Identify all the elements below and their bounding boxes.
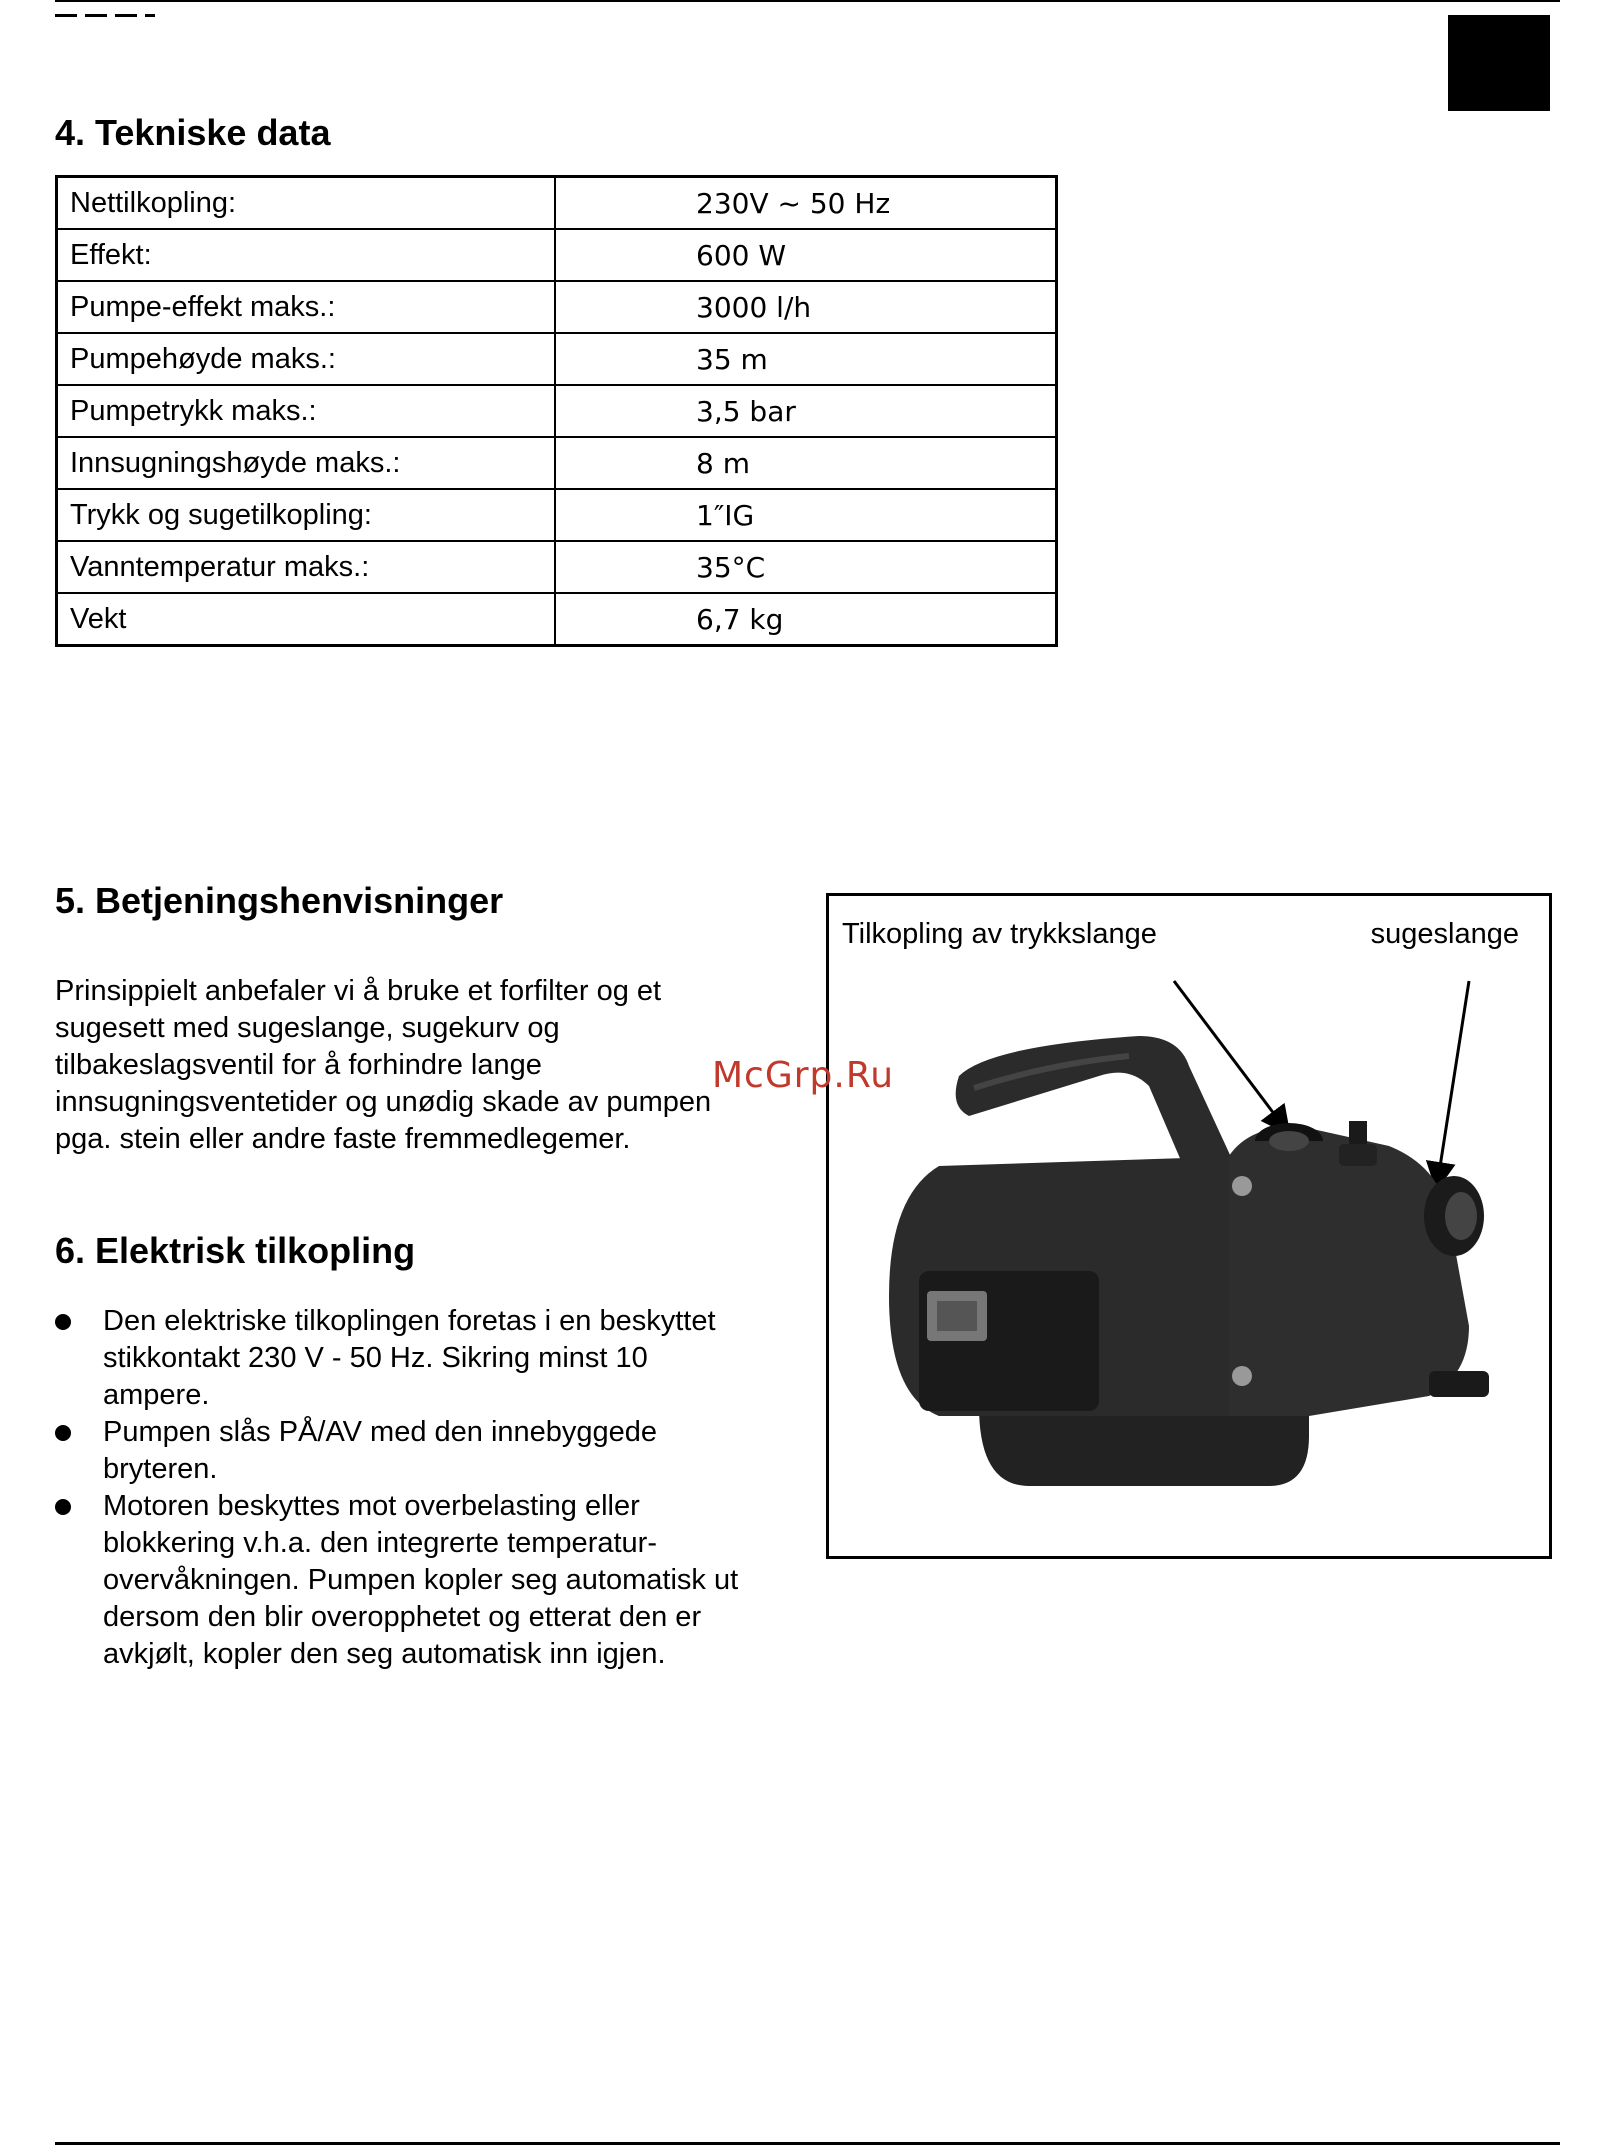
table-row [57,541,1057,593]
table-row [57,229,1057,281]
drain-plug [1429,1371,1489,1397]
bullet-icon [55,1314,71,1330]
section-6-heading: 6. Elektrisk tilkopling [55,1230,416,1271]
bullet-icon [55,1499,71,1515]
pressure-hose-label: Tilkopling av trykkslange [842,918,1157,950]
watermark-text: McGrp.Ru [712,1055,895,1096]
header-mark [55,14,155,17]
table-row [57,489,1057,541]
pump-figure [826,893,1552,1559]
spec-label: Nettilkopling: [57,177,556,230]
spec-label: Vekt [57,593,556,646]
spec-value: 3,5 bar [555,385,1057,437]
spec-label: Trykk og sugetilkopling: [57,489,556,541]
suction-hose-label: sugeslange [1370,918,1519,950]
top-rule [55,0,1560,2]
table-row [57,437,1057,489]
list-item-line: ampere. [103,1379,210,1411]
spec-label: Pumpetrykk maks.: [57,385,556,437]
operating-instructions-paragraph [55,973,775,1158]
bullet-icon [55,1425,71,1441]
spec-value: 1″IG [555,489,1057,541]
spec-value: 6,7 kg [555,593,1057,646]
list-item [55,1414,795,1488]
spec-label: Pumpe-effekt maks.: [57,281,556,333]
paragraph-line: Prinsippielt anbefaler vi å bruke et forfilter og et [55,975,662,1007]
paragraph-line: innsugningsventetider og unødig skade av pumpen [55,1086,712,1118]
spec-value: 35°C [555,541,1057,593]
paragraph-line: tilbakeslagsventil for å forhindre lange [55,1049,542,1081]
list-item-line: avkjølt, kopler den seg automatisk inn igjen. [103,1638,666,1670]
list-item [55,1303,795,1414]
spec-value: 230V ~ 50 Hz [555,177,1057,230]
spec-label: Effekt: [57,229,556,281]
table-row [57,593,1057,646]
suction-arrow [1437,981,1469,1186]
spec-value: 35 m [555,333,1057,385]
table-row [57,177,1057,230]
spec-label: Pumpehøyde maks.: [57,333,556,385]
list-item-line: blokkering v.h.a. den integrerte temperatur- [103,1527,657,1559]
spec-value: 8 m [555,437,1057,489]
list-item-line: dersom den blir overopphetet og etterat den er [103,1601,702,1633]
list-item-line: Pumpen slås PÅ/AV med den innebyggede [103,1416,658,1448]
bottom-rule [55,2142,1560,2145]
spec-label: Vanntemperatur maks.: [57,541,556,593]
list-item-line: stikkontakt 230 V - 50 Hz. Sikring minst 10 [103,1342,648,1374]
list-item-line: overvåkningen. Pumpen kopler seg automatisk ut [103,1564,739,1596]
list-item-line: Motoren beskyttes mot overbelasting eller [103,1490,640,1522]
paragraph-line: pga. stein eller andre faste fremmedlegemer. [55,1123,631,1155]
pump-illustration [829,896,1549,1556]
list-item-line: Den elektriske tilkoplingen foretas i en beskyttet [103,1305,716,1337]
language-tab-box [1448,15,1550,111]
spec-value: 3000 l/h [555,281,1057,333]
table-row [57,385,1057,437]
section-5-heading: 5. Betjeningshenvisninger [55,880,504,921]
table-row [57,333,1057,385]
electrical-connection-list [55,1303,795,1673]
table-row [57,281,1057,333]
section-4-heading: 4. Tekniske data [55,112,331,153]
list-item [55,1488,795,1673]
list-item-line: bryteren. [103,1453,218,1485]
spec-label: Innsugningshøyde maks.: [57,437,556,489]
spec-value: 600 W [555,229,1057,281]
paragraph-line: sugesett med sugeslange, sugekurv og [55,1012,560,1044]
technical-data-table [55,175,1058,647]
